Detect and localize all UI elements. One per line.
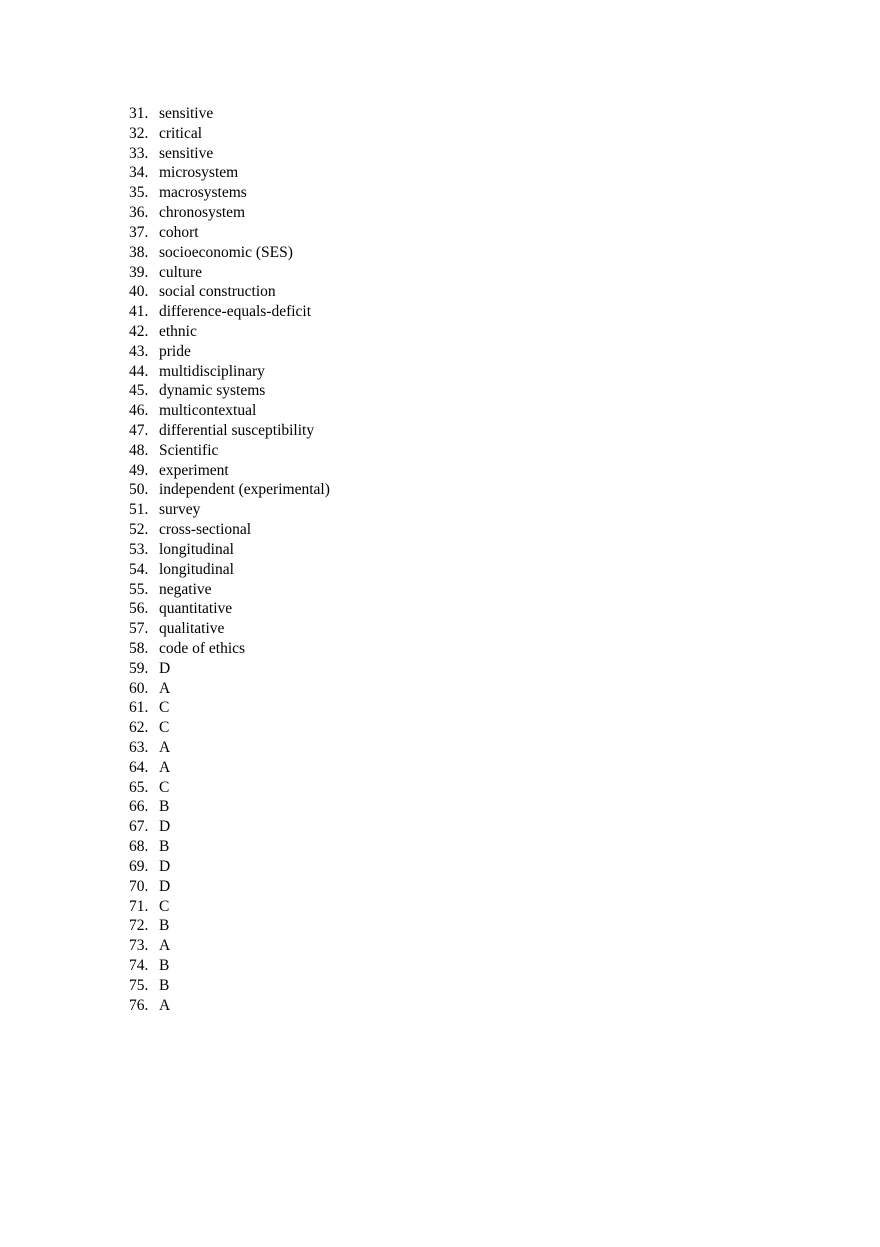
answer-text: D: [159, 659, 171, 677]
answer-text: social construction: [159, 283, 276, 301]
answer-number: 43.: [129, 342, 149, 360]
answer-item: [129, 263, 330, 283]
answer-item: [129, 421, 330, 441]
answer-text: sensitive: [159, 144, 214, 162]
answer-text: code of ethics: [159, 639, 246, 657]
answer-number: 58.: [129, 639, 149, 657]
answer-text: culture: [159, 263, 203, 281]
answer-text: B: [159, 956, 170, 974]
answer-text: A: [159, 758, 171, 776]
answer-text: C: [159, 778, 170, 796]
answer-number: 63.: [129, 739, 149, 756]
answer-number: 53.: [129, 540, 149, 558]
answer-number: 68.: [129, 838, 149, 856]
answer-number: 47.: [129, 422, 149, 439]
answer-text: differential susceptibility: [159, 422, 315, 439]
answer-number: 51.: [129, 501, 149, 519]
answer-text: cross-sectional: [159, 521, 252, 539]
answer-item: [129, 580, 330, 600]
answer-text: cohort: [159, 223, 199, 241]
answer-text: B: [159, 917, 170, 935]
answer-item: [129, 976, 330, 996]
answer-number: 54.: [129, 560, 149, 578]
answer-item: [129, 124, 330, 144]
answer-number: 66.: [129, 798, 149, 816]
answer-item: [129, 381, 330, 401]
answer-number: 57.: [129, 620, 149, 638]
answer-text: sensitive: [159, 105, 214, 122]
answer-text: D: [159, 857, 171, 875]
answer-item: [129, 599, 330, 619]
answer-text: longitudinal: [159, 540, 234, 558]
answer-number: 50.: [129, 481, 149, 499]
answer-text: D: [159, 877, 171, 895]
answer-number: 45.: [129, 382, 149, 400]
answer-item: [129, 916, 330, 936]
answer-text: experiment: [159, 461, 229, 479]
answer-number: 62.: [129, 719, 149, 737]
answer-number: 49.: [129, 461, 149, 479]
answer-number: 69.: [129, 857, 149, 875]
answer-number: 72.: [129, 917, 149, 935]
answer-item: [129, 342, 330, 362]
answer-item: [129, 441, 330, 461]
answer-number: 61.: [129, 699, 149, 717]
answer-text: longitudinal: [159, 560, 234, 578]
answer-item: [129, 282, 330, 302]
answer-item: [129, 401, 330, 421]
answer-text: chronosystem: [159, 204, 246, 222]
answer-text: quantitative: [159, 600, 233, 618]
answer-text: A: [159, 937, 171, 955]
answer-item: [129, 540, 330, 560]
answer-item: [129, 936, 330, 956]
answer-text: B: [159, 838, 170, 856]
answer-text: A: [159, 739, 171, 756]
answer-number: 42.: [129, 322, 149, 340]
answer-item: [129, 322, 330, 342]
answer-number: 73.: [129, 937, 149, 955]
answer-item: [129, 500, 330, 520]
answer-text: independent (experimental): [159, 481, 330, 499]
answer-item: [129, 461, 330, 481]
answer-item: [129, 837, 330, 857]
answer-item: [129, 758, 330, 778]
answer-number: 70.: [129, 877, 149, 895]
answer-item: [129, 362, 330, 382]
answer-text: multicontextual: [159, 402, 257, 420]
answer-item: [129, 480, 330, 500]
answer-number: 76.: [129, 996, 149, 1014]
answer-number: 52.: [129, 521, 149, 539]
answer-text: negative: [159, 580, 212, 598]
answer-number: 64.: [129, 758, 149, 776]
answer-number: 55.: [129, 580, 149, 598]
answer-number: 37.: [129, 223, 149, 241]
answer-text: difference-equals-deficit: [159, 303, 312, 321]
answer-text: A: [159, 679, 171, 697]
answer-number: 36.: [129, 204, 149, 222]
answer-item: [129, 877, 330, 897]
answer-number: 71.: [129, 897, 149, 915]
answer-item: [129, 897, 330, 917]
answer-text: dynamic systems: [159, 382, 266, 400]
answer-item: [129, 956, 330, 976]
answer-item: [129, 718, 330, 738]
answer-number: 48.: [129, 441, 149, 459]
answer-text: qualitative: [159, 620, 225, 638]
answer-number: 34.: [129, 164, 149, 182]
answer-number: 65.: [129, 778, 149, 796]
answer-text: A: [159, 996, 171, 1014]
answer-text: D: [159, 818, 171, 836]
answer-number: 35.: [129, 184, 149, 202]
answer-number: 75.: [129, 976, 149, 994]
answer-item: [129, 659, 330, 679]
answer-text: ethnic: [159, 322, 197, 340]
answer-item: [129, 144, 330, 164]
answer-text: C: [159, 897, 170, 915]
answer-number: 44.: [129, 362, 149, 380]
answer-item: [129, 797, 330, 817]
answer-item: [129, 520, 330, 540]
answer-item: [129, 996, 330, 1016]
answer-item: [129, 679, 330, 699]
answer-item: [129, 857, 330, 877]
answer-text: survey: [159, 501, 201, 519]
answer-item: [129, 183, 330, 203]
answer-item: [129, 104, 330, 124]
answer-text: pride: [159, 342, 191, 360]
answer-item: [129, 243, 330, 263]
answer-number: 56.: [129, 600, 149, 618]
answer-text: macrosystems: [159, 184, 247, 202]
answer-text: multidisciplinary: [159, 362, 265, 380]
answer-number: 33.: [129, 144, 149, 162]
answer-item: [129, 619, 330, 639]
answer-item: [129, 698, 330, 718]
answer-text: Scientific: [159, 441, 219, 459]
answer-number: 59.: [129, 659, 149, 677]
answer-text: microsystem: [159, 164, 239, 182]
answer-text: C: [159, 719, 170, 737]
answer-item: [129, 778, 330, 798]
answer-number: 31.: [129, 105, 149, 122]
answer-item: [129, 302, 330, 322]
answer-text: C: [159, 699, 170, 717]
answer-number: 67.: [129, 818, 149, 836]
answer-number: 38.: [129, 243, 149, 261]
answer-number: 32.: [129, 124, 149, 142]
answer-item: [129, 223, 330, 243]
answer-text: B: [159, 798, 170, 816]
answer-item: [129, 203, 330, 223]
answer-number: 39.: [129, 263, 149, 281]
answer-item: [129, 639, 330, 659]
answer-item: [129, 817, 330, 837]
answer-number: 41.: [129, 303, 149, 321]
answer-number: 60.: [129, 679, 149, 697]
answer-number: 40.: [129, 283, 149, 301]
answer-number: 74.: [129, 956, 149, 974]
answer-text: socioeconomic (SES): [159, 243, 293, 261]
answer-number: 46.: [129, 402, 149, 420]
answer-item: [129, 738, 330, 758]
answer-key-list: [129, 104, 330, 1015]
answer-text: B: [159, 976, 170, 994]
answer-item: [129, 560, 330, 580]
answer-item: [129, 163, 330, 183]
answer-text: critical: [159, 124, 203, 142]
